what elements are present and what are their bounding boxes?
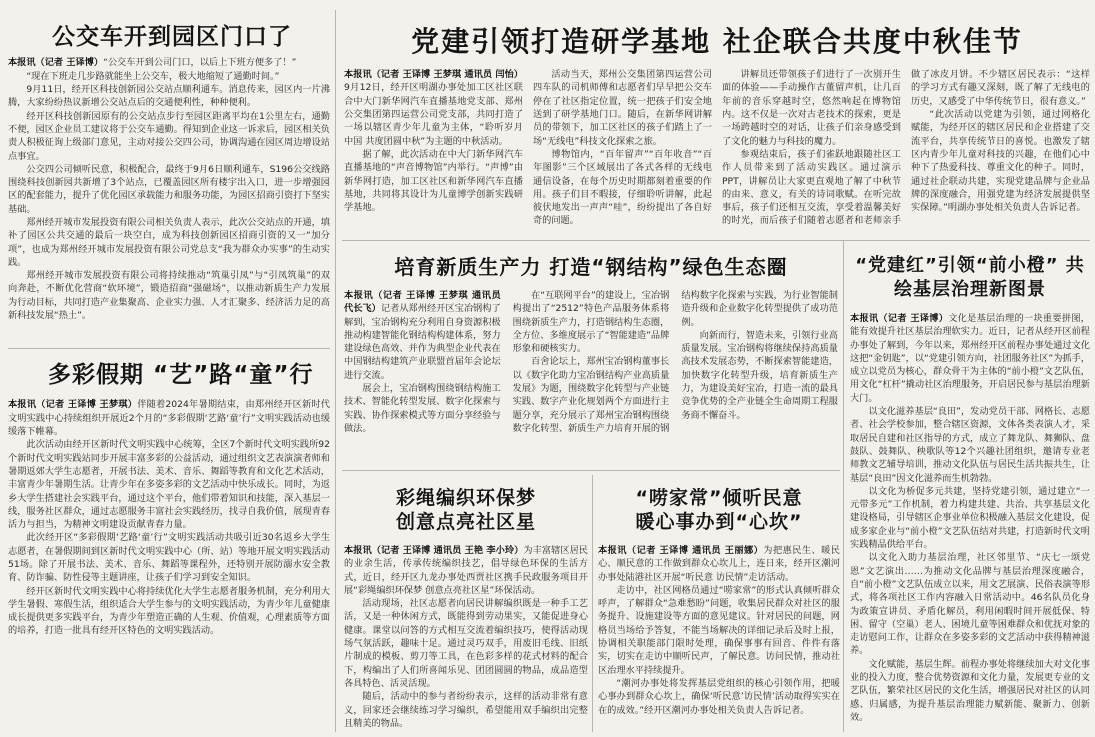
paragraph: 走访中，社区网格员通过“唠家常”的形式认真倾听群众呼声，了解群众“急难愁盼”问题，收集居民群众对社区的服务提升、设施建设等方面的意见建议。针对居民的问题，网格员当场给予答复，不能当场解决的详细记录后及时上报，协调相关职能部门限时处理，确保事事有回音、件件有落实，切实在走访中顺听民声，了解民意。访问民情，推动社区治理水平持续提升。 xyxy=(598,584,840,676)
paragraph: 此次活动由经开区新时代文明实践中心统筹，全区7个新时代文明实践所92个新时代文明实践站同步开展丰富多彩的公益活动，通过组织文艺表演演者师和暑期返郊大学生志愿者，开展书法、美术、音乐、舞蹈等教育和文化艺术活动，丰富青少年暑期生活。让青少年在多姿多彩的文艺活动中快乐成长。同时，为返乡大学生搭建社会实践平台，通过这个平台，他们带着知识和技能，深入基层一线，服务社区群众，通过志愿服务丰富社会实践经历，找寻自我价值，展现青春活力与担当，为精神文明建设贡献青春力量。 xyxy=(8,439,330,531)
paragraph: 活动当天，郑州公交集团第四运营公司四车队的司机师傅和志愿者们早早把公交车停在了社区指定位置，统一把孩子们安全地送到了研学基地门口。随后，在新华网讲解员的带领下，加工区社区的孩子们踏上了一场“无线电”科技文化探索之旅。 xyxy=(533,69,712,147)
headline-rope-weaving xyxy=(344,486,588,534)
headline-line: 彩绳编织环保梦 xyxy=(395,487,536,509)
paragraph: 9月12日，经开区明湖办事处加工区社区联合中大门新华网汽车直播基地党支部、郑州公交集团第四运营公司党支部，共同打造了一场以辖区青少年儿童为主体，“聆听岁月中国 共度团圆中秋”为主题的中秋活动。 xyxy=(344,82,523,147)
paragraph: 经开区科技创新园原有的公交站点步行至园区距离平均在1公里左右，通勤不便，园区企业员工建议将于公交车通勤。得知到企业这一诉求后，园区相关负责人积极征询上级部门意见，主动对接公交四公司，协调沟通在园区周边增设站点事宜。 xyxy=(8,110,330,162)
body-party-building xyxy=(344,68,1090,228)
paragraph: 展会上，宝冶钢构围绕钢结构施工技术、智能化转型发展、数字化探索与实践、协作探索模式等方面分享经验与做法。 xyxy=(344,383,501,434)
paragraph: 伴随着2024年暑期结束，由郑州经开区新时代文明实践中心持续组织开展近2个月的“多彩假期‘艺路‘童’行”文明实践活动也缓缓落下帷幕。 xyxy=(8,399,330,438)
byline: 本报讯（记者 王译博 王梦琪 通讯员 闫怡） xyxy=(344,69,523,81)
paragraph: 公交四公司倾听民意，积极配合，最终于9月6日顺利通车，S196公交线路围绕科技创新园共新增了3个站点，已覆盖园区所有楼宇出入口，进一步增强园区的配套能力，提升了优化园区承载能力和服务功能，为园区招商引资打下坚实基础。 xyxy=(8,163,330,215)
paragraph: 在“互联网平台”的建设上，宝冶钢构提出了“2512”特色产品服务体系将围绕新质生产力，打造钢结构生态圈，全方位、多维度展示了“智能建造”品牌形象和硬核实力。 xyxy=(512,290,670,355)
article-party-building xyxy=(344,26,1090,236)
paragraph: 以文化为桥促多元共建，坚持党建引领，通过建立“一元带多元”工作机制，着力构建共建、共治、共享基层文化建设格局，引导辖区企事业单位积极融入基层文化建设，促成多家企业与“前小橙”文艺队伍结对共建，打造新时代文明实践精品供给平台。 xyxy=(850,485,1090,551)
paragraph: 讲解员还带领孩子们进行了一次别开生面的体验——手动操作古董留声机，让几百年前的音乐穿越时空，悠然响起在博物馆内。这不仅是一次对古老技术的探索，更是一场跨越时空的对话，让孩子们亲身感受到了文化的魅力与科技的魔力。 xyxy=(722,69,901,147)
paragraph: 文化赋能，基层生辉。前程办事处将继续加大对文化事业的投入力度，整合优势资源和文化力量，发展更专业的文艺队伍，繁荣社区居民的文化生活，增强居民对社区的认同感、归属感，为提升基层治理能力赋新能、聚新力、创新效。 xyxy=(850,658,1090,723)
byline: 本报讯（记者 王译博 通讯员 王艳 李小玲） xyxy=(344,545,524,556)
paragraph: “此次活动以党建为引领，通过网格化赋能，为经开区的辖区居民和企业搭建了交流平台，共享传统节日的喜悦。也激发了辖区内青少年儿童对科技的兴趣，在他们心中种下了热爱科技、尊重文化的种子。同时，通过社企联动共建，实现党建品牌与企业品牌的深度融合，用强党建为经济发展提供坚实保障。”明湖办事处相关负责人告诉记者。 xyxy=(911,109,1090,214)
section-rule xyxy=(8,348,330,349)
paragraph: 博物馆内，“百年留声”“百年收音”“百年图影”三个区域展出了各式各样的无线电通信设备，在每个历史时期都刻着重要的作用。孩子们目不暇接，仔细聆听讲解，此起彼伏地发出一声声“哇”，纷纷提出了各自好奇的问题。 xyxy=(533,148,712,227)
headline-bus-stop: 公交车开到园区门口了 xyxy=(52,24,292,50)
article-rope-weaving xyxy=(344,480,588,733)
article-chatting xyxy=(598,480,840,733)
byline: 本报讯（记者 王译博 王梦琪） xyxy=(8,399,138,411)
paragraph: 此次经开区“多彩假期‘艺路‘童’行”文明实践活动共吸引近30名返乡大学生志愿者，在暑假期间到区新时代文明实践中心（所、站）等地开展文明实践活动51场。除了开展书法、美术、音乐、舞蹈等课程外，还特别开展防溺水安全教育、防诈骗、防性侵等主题讲座，让孩子们学习到安全知识。 xyxy=(8,532,330,584)
byline: 本报讯（记者 王译博） xyxy=(850,313,949,324)
body-steel-structure xyxy=(344,289,838,459)
paragraph: 郑州经开城市发展投资有限公司相关负责人表示，此次公交站点的开通，填补了园区公共交通的最后一块空白，成为科技创新园区招商引资的又一“加分项”，也成为郑州经开城市发展投资有限公司党总支“我为群众办实事”的生动实践。 xyxy=(8,217,330,268)
article-steel-structure xyxy=(344,248,838,466)
paragraph: 以文化滋养基层“良田”，发动党员干部、网格长、志愿者、社会学校参加，整合辖区资源，文体各类表演人才，采取居民自建和社区指导的方式，成立了舞龙队、舞狮队、盘鼓队、鼓舞队、秧歌队等12个兴趣社团组织，邀请专业老师教文艺辅导培训，推动文化队伍与居民生活共振共生，让基层“良田”因文化滋养而生机勃勃。 xyxy=(850,406,1090,484)
paragraph: 为把惠民生、暖民心、顺民意的工作做到群众心坎儿上，连日来，经开区潮河办事处陆港社区开展“听民意 访民情”走访活动。 xyxy=(598,545,840,583)
body-party-red xyxy=(850,312,1090,724)
body-colorful-holiday xyxy=(8,398,330,637)
paragraph: 经开区新时代文明实践中心将持续优化大学生志愿者服务机制，充分利用大学生暑假、寒假生活，组织适合大学生参与的文明实践活动，为青少年儿童健康成长提供更多实践平台，为青少年塑造正确的人生观、价值观，心理素质等方面的培养，打造一批具有经开区特色的文明实践活动。 xyxy=(8,585,330,637)
article-colorful-holiday xyxy=(8,358,330,733)
body-rope-weaving xyxy=(344,544,588,730)
headline-line: “唠家常”倾听民意 xyxy=(635,487,803,509)
byline: 本报讯（记者 王译博 通讯员 王丽娜） xyxy=(598,545,764,556)
column-rule xyxy=(592,475,593,732)
paragraph: 据了解，此次活动在中大门新华网汽车直播基地的“声音博物馆”内举行。“声博”由新华网打造，加工区社区和新华网汽车直播基地，共同将其设计为儿童博学创新实践研学基地。 xyxy=(344,148,523,214)
article-bus-stop xyxy=(8,24,330,344)
headline-party-building: 党建引领打造研学基地 社企联合共度中秋佳节 xyxy=(411,26,1023,58)
paragraph: 郑州经开城市发展投资有限公司将持续推动“筑巢引凤”与“引凤筑巢”的双向奔赴，不断优化营商“软环境”，锻造招商“强磁场”，以推动新质生产力发展为行动目标，共同打造产业集聚高、企业实力强、人才汇聚多、经济活力足的高新科技发展“热土”。 xyxy=(8,270,330,322)
column-rule xyxy=(843,240,844,732)
headline-chatting xyxy=(598,486,840,534)
column-rule xyxy=(335,10,336,732)
byline: 本报讯（记者 王译博 王梦琪 通讯员 代长飞） xyxy=(344,290,501,315)
paragraph: 以文化入助力基层治理，社区邻里节、“庆七一颂党恩”文艺演出……为推动文化品牌与基层治理深度融合，自“前小橙”文艺队伍成立以来，用文艺展演、民俗表演等形式，将各项社区工作内容融入日常活动中。46名队员化身为政策宣讲员、矛盾化解员，利用闲暇时间开展低保、特困、留守（空巢）老人、困境儿童等困难群众和优抚对象的走访慰问工作，让群众在多姿多彩的文艺活动中获得精神滋养。 xyxy=(850,552,1090,657)
article-party-red xyxy=(850,246,1090,733)
headline-colorful-holiday: 多彩假期 “艺”路“童”行 xyxy=(48,362,314,388)
body-chatting xyxy=(598,544,840,717)
paragraph: “潮河办事处将发挥基层党组织的核心引领作用，把暖心事办到群众心坎上，确保‘听民意’访民情’活动取得实实在在的成效。”经开区潮河办事处相关负责人告诉记者。 xyxy=(598,677,840,716)
paragraph: 百舍论坛上，郑州宝冶钢构董事长以《数字化助力宝冶钢结构产业高质量发展》为题，围绕数字化转型与产业链实践、数字产业化规划两个方面进行主题分享，充分展示了郑州宝冶钢构围绕数字化转型、新质生产力培育开展的钢结构数字化探索与实践，为行业智能制造升级和企业数字化转型提供了成功范例。 xyxy=(512,290,838,434)
paragraph: 文化是基层治理的一块重要拼图，能有效提升社区基层治理软实力。近日，记者从经开区前程办事处了解到，今年以来，郑州经开区前程办事处通过文化这把“金钥匙”，以“党建引领方向，社团服务社区”为抓手，成立以党员为核心，群众骨干为主体的“前小橙”文艺队伍，用文化“杠杆”撬动社区治理服务，开启居民参与基层治理新大门。 xyxy=(850,313,1090,404)
section-rule xyxy=(342,240,1090,241)
paragraph: 9月11日，经开区科技创新园公交站点顺利通车。消息传来，园区内一片沸腾，大家纷纷热议新增公交站点后的交通便利性，种种便利。 xyxy=(8,84,330,109)
byline: 本报讯（记者 王译博） xyxy=(8,57,104,69)
paragraph: 活动现场，社区志愿者向居民讲解编织既是一种手工艺活，又是一种休闲方式，既能得到劳动果实，又能促进身心健康。课堂以问答的方式相互交流着编织技巧，使得活动现场气氛活跃，趣味十足。通过灵巧双手，用废旧毛线、旧纸片制成的模板、剪刀等工具，在色彩多样的花式材料的配合下，构编出了人们所喜闻乐见、团团圆圆的物品，成品造型各具特色、活灵活现。 xyxy=(344,598,588,689)
paragraph: “公交车开到公司门口，以后上下班方便多了！” xyxy=(103,57,297,69)
headline-party-red: “党建红”引领“前小橙” 共绘基层治理新图景 xyxy=(855,255,1085,300)
body-bus-stop xyxy=(8,56,330,322)
headline-steel-structure: 培育新质生产力 打造“钢结构”绿色生态圈 xyxy=(394,255,788,279)
headline-line: 暖心事办到“心坎” xyxy=(635,511,803,533)
paragraph: 随后，活动中的参与者纷纷表示，这样的活动非常有意义，回家还会继续练习学习编织，希望能用双手编织出完整且精美的物品。 xyxy=(344,691,588,729)
section-rule xyxy=(342,470,840,471)
paragraph: 参观结束后，孩子们雀跃地跟随社区工作人员带来到了活动实践区。通过演示PPT，讲解员让大家更直观地了解了中秋节的由来、意义，有关的诗词歌赋。在听完故事后，孩子们还相互交流，享受着温馨美好的时光，而后孩子们随着志愿者和老师亲手做了冰皮月饼。不少辖区居民表示：“这样的学习方式有趣又深刻，既了解了无线电的历史，又感受了中华传统节日，很有意义。” xyxy=(722,69,1090,227)
paragraph: 为丰富辖区居民的业余生活，传承传统编织技艺，倡导绿色环保的生活方式，近日，经开区九龙办事处西贾社区携手民政服务项目开展“彩绳编织环保梦 创意点亮社区星”环保活动。 xyxy=(344,545,588,596)
paragraph: 向新而行，智造未来，引领行业高质量发展。宝冶钢构将继续保持高质量高技术发展态势，不断探索智能建造，加快数字化转型升级，培育新质生产力，为建设美好宝冶，打造一流的最具竞争优势的全产业链全生命周期工程服务商不懈奋斗。 xyxy=(681,329,838,421)
paragraph: 记者从郑州经开区宝冶钢构了解到，宝冶钢构充分利用自身资源积极推动构建智能化钢结构构建体系，努力建设绿色高效、并作为典型企业代表在中国钢结构建筑产业联盟首届年会论坛进行交流。 xyxy=(344,303,501,381)
paragraph: “现在下班走几步路就能坐上公交车，极大地缩短了通勤时间。” xyxy=(26,70,280,82)
headline-line: 创意点亮社区星 xyxy=(395,511,536,533)
